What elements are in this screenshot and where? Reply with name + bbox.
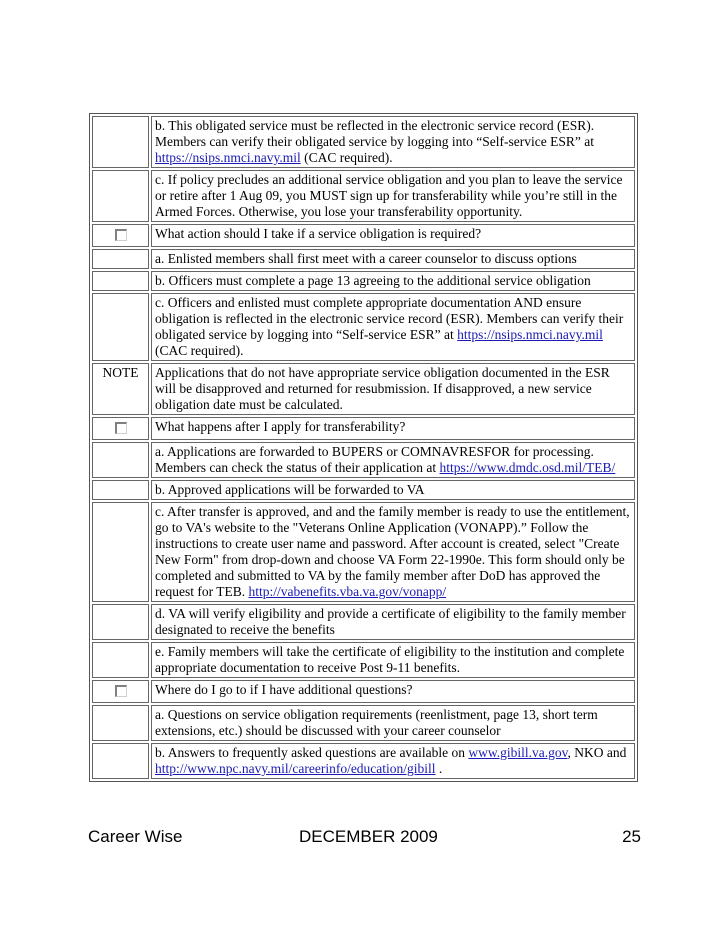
- row-marker-cell: [92, 224, 149, 247]
- row-text-cell: [151, 224, 635, 247]
- table-row: [92, 680, 635, 703]
- checkbox-icon[interactable]: [115, 422, 127, 434]
- table-row: [92, 642, 635, 678]
- hyperlink[interactable]: https://nsips.nmci.navy.mil: [155, 150, 301, 165]
- row-marker-cell: [92, 417, 149, 440]
- row-marker-cell: [92, 743, 149, 779]
- row-text: a. Enlisted members shall first meet with a career counselor to discuss options: [155, 251, 577, 266]
- table-row: [92, 249, 635, 269]
- row-text-cell: [151, 743, 635, 779]
- table-row: [92, 363, 635, 415]
- row-marker-cell: [92, 170, 149, 222]
- row-text: Where do I go to if I have additional questions?: [155, 682, 413, 697]
- checkbox-icon[interactable]: [115, 685, 127, 697]
- row-text-cell: [151, 442, 635, 478]
- row-marker-cell: [92, 642, 149, 678]
- hyperlink[interactable]: http://vabenefits.vba.va.gov/vonapp/: [248, 584, 447, 599]
- note-label: NOTE: [102, 365, 139, 380]
- table-row: [92, 271, 635, 291]
- row-text: a. Applications are forwarded to BUPERS or COMNAVRESFOR for processing. Members can check the status of their application at: [155, 444, 594, 475]
- row-text-cell: [151, 417, 635, 440]
- row-text: b. This obligated service must be reflected in the electronic service record (ESR). Members can verify their obligated service by logging into “Self-service ESR” at: [155, 118, 595, 149]
- row-marker-cell: [92, 363, 149, 415]
- row-text: What action should I take if a service obligation is required?: [155, 226, 482, 241]
- table-row: [92, 604, 635, 640]
- footer-publication-name: Career Wise: [88, 827, 183, 846]
- row-text: (CAC required).: [155, 343, 244, 358]
- table-row: [92, 116, 635, 168]
- hyperlink[interactable]: http://www.npc.navy.mil/careerinfo/education/gibill: [155, 761, 436, 776]
- row-text-cell: [151, 642, 635, 678]
- row-marker-cell: [92, 502, 149, 602]
- row-text-cell: [151, 271, 635, 291]
- row-text: a. Questions on service obligation requirements (reenlistment, page 13, short term extensions, etc.) should be discussed with your career counselor: [155, 707, 598, 738]
- row-text-cell: [151, 480, 635, 500]
- table-row: [92, 502, 635, 602]
- row-text-cell: [151, 502, 635, 602]
- row-text: b. Approved applications will be forwarded to VA: [155, 482, 425, 497]
- faq-table-body: [92, 116, 635, 779]
- row-marker-cell: [92, 271, 149, 291]
- table-row: [92, 417, 635, 440]
- row-text: e. Family members will take the certificate of eligibility to the institution and complete appropriate documentation to receive Post 9-11 benefits.: [155, 644, 625, 675]
- row-text: c. If policy precludes an additional service obligation and you plan to leave the service or retire after 1 Aug 09, you MUST sign up for transferability while you’re still in the Armed Forces. Otherwise, you lose your transferability opportunity.: [155, 172, 623, 219]
- faq-table: [89, 113, 638, 782]
- row-text: , NKO and: [567, 745, 627, 760]
- hyperlink[interactable]: https://www.dmdc.osd.mil/TEB/: [439, 460, 616, 475]
- hyperlink[interactable]: https://nsips.nmci.navy.mil: [457, 327, 603, 342]
- row-text-cell: [151, 363, 635, 415]
- row-text-cell: [151, 249, 635, 269]
- table-row: [92, 705, 635, 741]
- row-marker-cell: [92, 249, 149, 269]
- table-row: [92, 743, 635, 779]
- page-number: 25: [622, 827, 641, 846]
- table-row: [92, 442, 635, 478]
- row-text: What happens after I apply for transferability?: [155, 419, 406, 434]
- row-text: d. VA will verify eligibility and provide a certificate of eligibility to the family member designated to receive the benefits: [155, 606, 626, 637]
- hyperlink[interactable]: www.gibill.va.gov: [468, 745, 568, 760]
- row-text-cell: [151, 116, 635, 168]
- row-text-cell: [151, 705, 635, 741]
- row-marker-cell: [92, 116, 149, 168]
- page-footer: [88, 827, 641, 851]
- row-text-cell: [151, 170, 635, 222]
- checkbox-icon[interactable]: [115, 229, 127, 241]
- row-text: b. Answers to frequently asked questions are available on: [155, 745, 469, 760]
- row-text: .: [435, 761, 443, 776]
- table-row: [92, 293, 635, 361]
- footer-date: DECEMBER 2009: [299, 827, 438, 846]
- table-row: [92, 480, 635, 500]
- row-text: c. Officers and enlisted must complete appropriate documentation AND ensure obligation is reflected in the electronic service record (ESR). Members can verify their obligated service by logging into “Self-service ESR” at: [155, 295, 624, 342]
- row-text: b. Officers must complete a page 13 agreeing to the additional service obligation: [155, 273, 591, 288]
- row-text: (CAC required).: [300, 150, 393, 165]
- row-marker-cell: [92, 442, 149, 478]
- row-marker-cell: [92, 480, 149, 500]
- row-text-cell: [151, 293, 635, 361]
- row-marker-cell: [92, 680, 149, 703]
- row-text: c. After transfer is approved, and and the family member is ready to use the entitlement, go to VA's website to the "Veterans Online Application (VONAPP).” Follow the instructions to create user name and password. After account is created, select "Create New Form" from drop-down and choose VA Form 22-1990e. This form should only be completed and submitted to VA by the family member after DoD has approved the request for TEB.: [155, 504, 630, 599]
- row-text-cell: [151, 680, 635, 703]
- row-marker-cell: [92, 293, 149, 361]
- table-row: [92, 170, 635, 222]
- table-row: [92, 224, 635, 247]
- row-text-cell: [151, 604, 635, 640]
- row-marker-cell: [92, 604, 149, 640]
- row-text: Applications that do not have appropriate service obligation documented in the ESR will be disapproved and returned for resubmission. If disapproved, a new service obligation date must be calculated.: [155, 365, 610, 412]
- row-marker-cell: [92, 705, 149, 741]
